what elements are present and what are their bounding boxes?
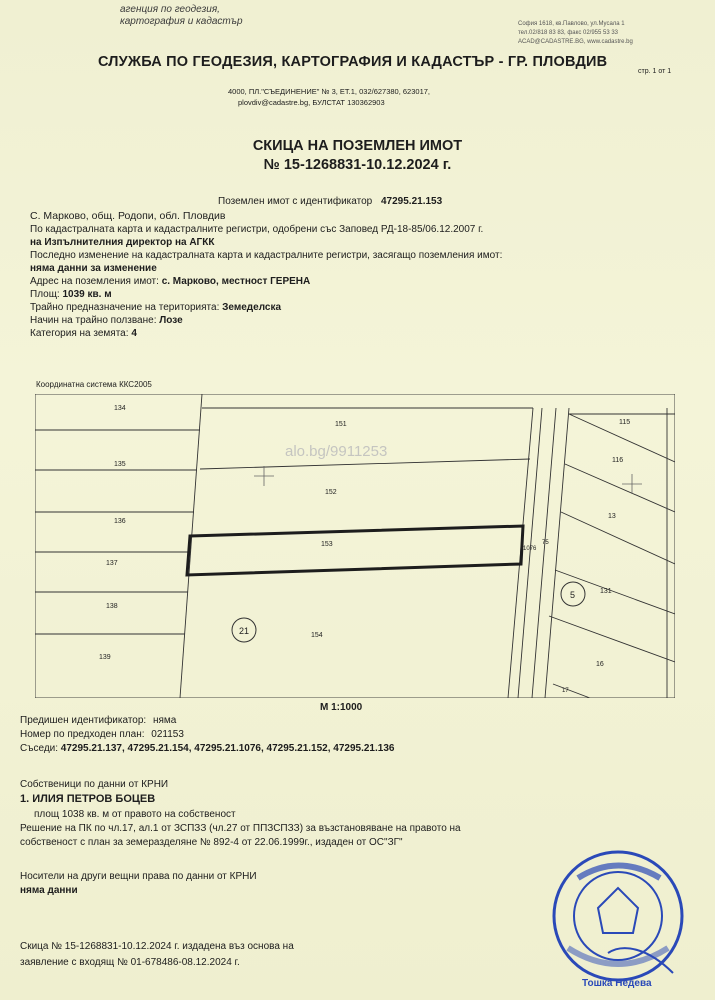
location: С. Марково, общ. Родопи, обл. Пловдив [30,210,226,222]
map-approval: По кадастралната карта и кадастралните регистри, одобрени със Заповед РД-18-85/06.12.2007 г. [30,224,484,235]
parcel-label: 116 [612,457,624,464]
office-address [228,86,430,108]
stamp-inner-ring [574,872,662,960]
use-label: Начин на трайно ползване: [30,315,157,326]
document-number: № 15-1268831-10.12.2024 г. [263,157,452,173]
contact-line-2: тел.02/818 83 83, факс 02/955 53 33 [518,30,619,36]
last-change-label: Последно изменение на кадастралната карта и кадастралните регистри, засягащо поземления имот: [30,250,503,261]
area-row [30,288,112,301]
purpose-value: Земеделска [222,302,282,313]
neighbors-value: 47295.21.137, 47295.21.154, 47295.21.1076, 47295.21.152, 47295.21.136 [60,743,395,754]
parcel-label: 154 [311,632,323,639]
parcel-label: 151 [335,421,347,428]
agency-line-2: картография и кадастър [120,16,243,27]
prev-id-row [20,714,176,727]
boundary-line [561,512,675,564]
boundary-line [180,394,202,698]
contact-line-1: София 1618, кв.Павлово, ул.Мусала 1 [518,21,625,27]
parcel-label: 131 [600,588,612,595]
parcel-label: 134 [114,405,126,412]
watermark: alo.bg/9911253 [285,443,388,460]
other-rights-value: няма данни [20,885,78,896]
office-email-line: plovdiv@cadastre.bg, БУЛСТАТ 130362903 [238,98,385,107]
parcel-label: 13 [608,513,616,520]
map-frame [35,394,675,698]
agency-contacts [518,20,633,47]
identifier-value: 47295.21.153 [380,196,443,207]
parcel-label: 138 [106,603,118,610]
parcel-label: 135 [114,461,126,468]
last-change-value: няма данни за изменение [30,263,157,274]
prev-plan-value: 021153 [151,729,184,740]
prev-id-value: няма [152,715,177,726]
identifier-row [218,195,442,208]
circle-label-21: 21 [239,626,250,636]
circle-label-5: 5 [570,590,576,600]
address-value: с. Марково, местност ГЕРЕНА [161,276,311,287]
owners-heading: Собственици по данни от КРНИ [20,779,169,790]
map-scale: М 1:1000 [320,702,363,713]
parcel-label: 1076 [523,546,537,552]
parcel-label: 137 [106,560,118,567]
prev-id-label: Предишен идентификатор: [20,715,147,726]
subject-parcel-outline [187,526,523,575]
address-label: Адрес на поземления имот: [30,276,159,287]
other-rights-heading: Носители на други вещни права по данни от КРНИ [20,871,257,882]
road-line [545,408,569,698]
stamp-emblem [598,888,638,933]
stamp-signature: Тошка Недева [582,978,652,989]
ownership-doc-line-1: Решение на ПК по чл.17, ал.1 от ЗСПЗЗ (чл.27 от ППЗСПЗЗ) за възстановяване на правото на [20,823,461,834]
footer-line-1: Скица № 15-1268831-10.12.2024 г. издадена въз основа на [20,941,294,952]
address-row [30,275,310,288]
purpose-label: Трайно предназначение на територията: [30,302,220,313]
parcel-label: 17 [562,688,569,694]
footer-line-2: заявление с входящ № 01-678486-08.12.2024 г. [20,957,240,968]
office-name: СЛУЖБА ПО ГЕОДЕЗИЯ, КАРТОГРАФИЯ И КАДАСТЪР - ГР. ПЛОВДИВ [98,54,608,70]
agency-name [120,4,243,28]
coord-system: Координатна система ККС2005 [36,380,152,389]
parcel-label: 153 [321,541,333,548]
owner-name: 1. ИЛИЯ ПЕТРОВ БОЦЕВ [20,793,156,805]
prev-plan-label: Номер по предходен план: [20,729,145,740]
owner-area: площ 1038 кв. м от правото на собственост [34,809,236,820]
agency-line-1: агенция по геодезия, [120,4,220,15]
category-value: 4 [131,328,137,339]
identifier-label: Поземлен имот с идентификатор [218,196,373,207]
prev-plan-row [20,728,184,741]
parcel-label: 136 [114,518,126,525]
office-address-line: 4000, ПЛ."СЪЕДИНЕНИЕ" № 3, ЕТ.1, 032/627380, 623017, [228,87,430,96]
parcel-label: 75 [542,540,549,546]
area-label: Площ: [30,289,60,300]
use-row [30,314,183,327]
boundary-line [549,616,675,662]
ownership-doc-line-2: собственост с план за земеразделяне № 892-4 от 22.06.1999г., издаден от ОС"ЗГ" [20,837,403,848]
page-number: стр. 1 от 1 [638,68,672,75]
purpose-row [30,301,281,314]
parcel-label: 139 [99,654,111,661]
official-stamp [538,848,698,993]
neighbors-row [20,742,394,755]
boundary-line [200,459,530,469]
neighbors-label: Съседи: [20,743,59,754]
road-line [532,408,556,698]
boundary-line [565,464,675,512]
document-title: СКИЦА НА ПОЗЕМЛЕН ИМОТ [252,138,463,154]
parcel-label: 16 [596,661,604,668]
area-value: 1039 кв. м [62,289,112,300]
cadastral-map [35,394,675,698]
parcel-label: 152 [325,489,337,496]
use-value: Лозе [159,315,183,326]
category-label: Категория на земята: [30,328,129,339]
map-approval-by: на Изпълнителния директор на АГКК [30,237,215,248]
category-row [30,327,137,340]
contact-line-3: ACAD@CADASTRE.BG, www.cadastre.bg [518,39,633,45]
parcel-label: 115 [619,419,631,426]
boundary-line [553,684,590,698]
